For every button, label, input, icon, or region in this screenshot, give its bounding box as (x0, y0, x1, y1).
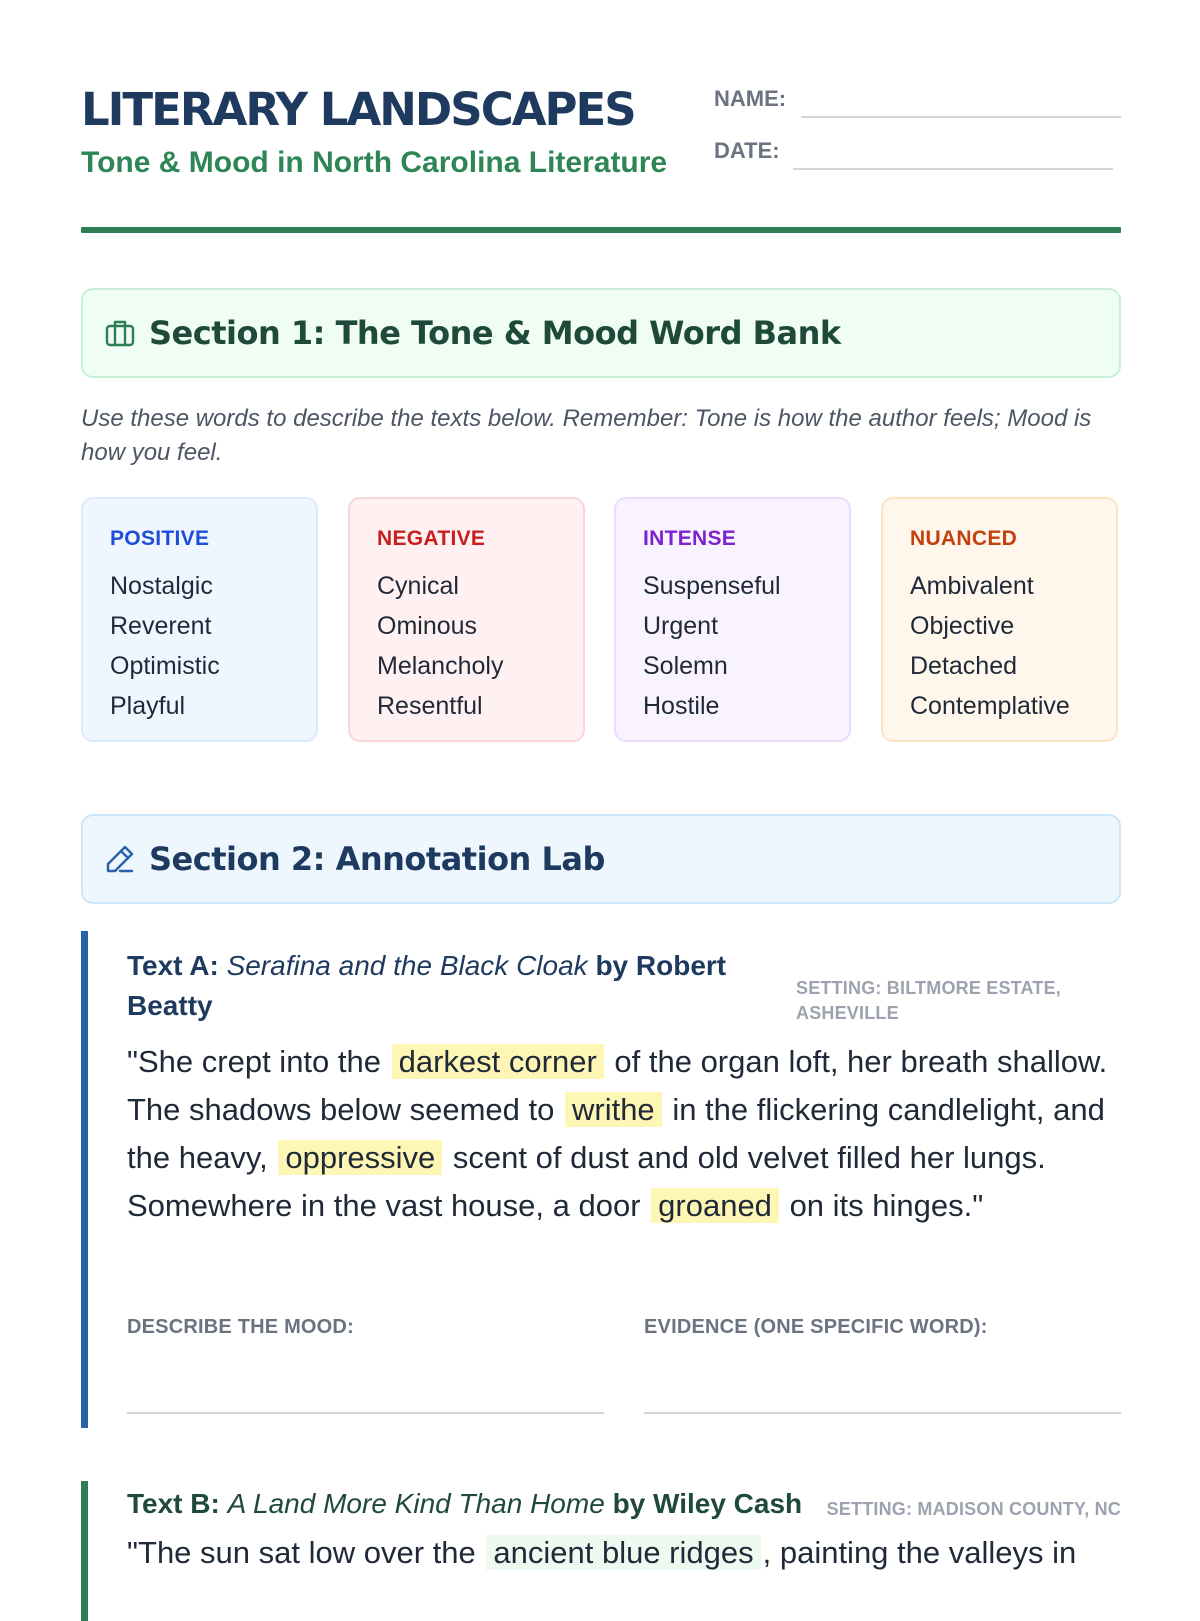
word-item: Melancholy (377, 652, 504, 680)
text-a-book-title: Serafina and the Black Cloak (226, 950, 588, 981)
word-item: Hostile (643, 692, 720, 720)
word-item: Contemplative (910, 692, 1070, 720)
text-b-block (81, 1481, 1121, 1600)
word-item: Ominous (377, 612, 478, 640)
text-a-accent-bar (81, 931, 88, 1428)
word-item: Nostalgic (110, 572, 213, 600)
text-a-block (81, 931, 1121, 1428)
name-label: NAME: (714, 86, 787, 111)
mood-answer-field[interactable] (127, 1412, 604, 1414)
word-item: Detached (910, 652, 1018, 680)
word-category-nuanced (881, 497, 1118, 742)
text-b-author: by Wiley Cash (612, 1488, 803, 1519)
category-label: NUANCED (910, 527, 1018, 550)
text-a-setting-line-1: SETTING: BILTMORE ESTATE, (796, 978, 1061, 998)
passage-text: "The sun sat low over the (127, 1535, 476, 1570)
section-1-title: Section 1: The Tone & Mood Word Bank (149, 314, 841, 352)
text-a-passage (127, 1038, 1127, 1230)
passage-text: scent of dust and old velvet filled her lungs. Somewhere in the vast house, a door (127, 1140, 1046, 1223)
passage-text: of the organ loft, her breath shallow. The shadows below seemed to (127, 1044, 1108, 1127)
text-b-book-title: A Land More Kind Than Home (227, 1488, 605, 1519)
passage-text: "She crept into the (127, 1044, 381, 1079)
word-category-negative (348, 497, 585, 742)
highlighted-word[interactable]: darkest corner (392, 1044, 604, 1079)
text-a-heading (127, 946, 727, 1026)
word-item: Suspenseful (643, 572, 781, 600)
highlighted-word[interactable]: groaned (651, 1188, 779, 1223)
text-b-setting: SETTING: MADISON COUNTY, NC (826, 1499, 1121, 1519)
category-label: POSITIVE (110, 527, 210, 550)
briefcase-icon (103, 316, 137, 350)
word-item: Urgent (643, 612, 719, 640)
text-a-author: by Robert Beatty (127, 950, 727, 1021)
word-item: Reverent (110, 612, 212, 640)
date-field[interactable] (793, 168, 1113, 170)
passage-text: on its hinges." (789, 1188, 984, 1223)
text-b-accent-bar (81, 1481, 88, 1621)
category-label: NEGATIVE (377, 527, 486, 550)
word-category-positive (81, 497, 318, 742)
category-label: INTENSE (643, 527, 737, 550)
text-b-passage (127, 1529, 1127, 1577)
text-a-setting (796, 976, 1061, 1026)
word-bank-instructions: Use these words to describe the texts below. Remember: Tone is how the author feels; Mood is how you feel. (81, 405, 1092, 466)
highlighted-word[interactable]: writhe (565, 1092, 662, 1127)
mood-prompt-label: DESCRIBE THE MOOD: (127, 1316, 354, 1338)
word-item: Solemn (643, 652, 728, 680)
word-item: Ambivalent (910, 572, 1034, 600)
passage-text: , painting the valleys in (762, 1535, 1077, 1570)
text-a-setting-line-2: ASHEVILLE (796, 1003, 899, 1023)
header-divider (81, 227, 1121, 233)
passage-text: in the flickering candlelight, and the heavy, (127, 1092, 1105, 1175)
section-2-title: Section 2: Annotation Lab (149, 840, 605, 878)
word-item: Playful (110, 692, 186, 720)
worksheet-header (81, 80, 1121, 230)
name-field[interactable] (801, 116, 1121, 118)
word-category-intense (614, 497, 851, 742)
text-a-label: Text A: (127, 950, 219, 981)
text-b-heading (127, 1484, 827, 1524)
date-label: DATE: (714, 138, 780, 163)
worksheet-page (81, 0, 1121, 1600)
evidence-prompt-label: EVIDENCE (ONE SPECIFIC WORD): (644, 1316, 988, 1338)
highlighted-word[interactable]: oppressive (278, 1140, 442, 1175)
word-item: Objective (910, 612, 1015, 640)
section-2-banner (81, 814, 1121, 904)
highlighted-word[interactable]: ancient blue ridges (486, 1535, 760, 1570)
word-item: Optimistic (110, 652, 220, 680)
pencil-icon (103, 842, 137, 876)
page-title: LITERARY LANDSCAPES (81, 83, 635, 136)
section-1-banner (81, 288, 1121, 378)
evidence-answer-field[interactable] (644, 1412, 1121, 1414)
text-b-label: Text B: (127, 1488, 220, 1519)
word-item: Resentful (377, 692, 483, 720)
word-item: Cynical (377, 572, 459, 600)
page-subtitle: Tone & Mood in North Carolina Literature (81, 146, 668, 179)
